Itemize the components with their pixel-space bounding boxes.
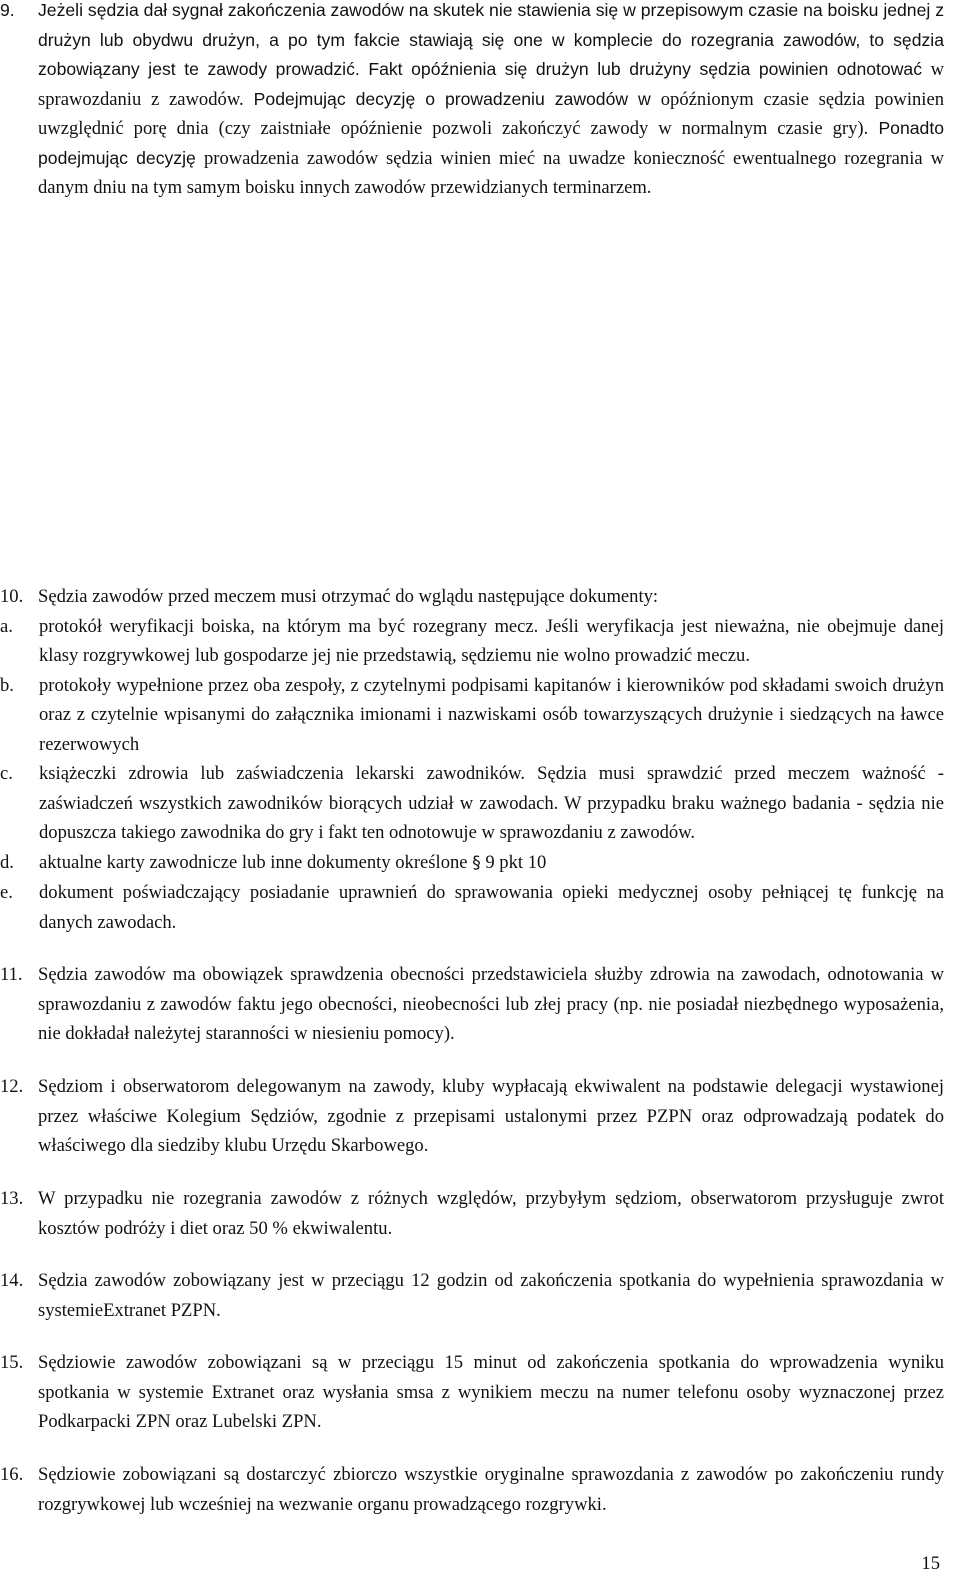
- paragraph-number: 11.: [0, 964, 23, 985]
- paragraph-number: 13.: [0, 1188, 24, 1209]
- subitem-text: dokument poświadczający posiadanie uprawnień do sprawowania opieki medycznej osoby pełniącej tę funkcję na danych zawodach.: [39, 882, 944, 933]
- paragraph-text: Sędzia zawodów ma obowiązek sprawdzenia obecności przedstawiciela służby zdrowia na zawodach, odnotowania w sprawozdaniu z zawodów faktu jego obecności, nieobecności lub złej pracy (np. nie posiadał niezbędnego wyposażenia, nie dokładał należytej staranności w niesieniu pomocy).: [38, 964, 944, 1044]
- paragraph-13: [0, 1184, 944, 1243]
- paragraph-number: 12.: [0, 1076, 24, 1097]
- paragraph-text: Sędziowie zawodów zobowiązani są w przeciągu 15 minut od zakończenia spotkania do wprowadzenia wyniku spotkania w systemie Extranet oraz wysłania smsa z wynikiem meczu na numer telefonu osoby wyznaczonej przez Podkarpacki ZPN oraz Lubelski ZPN.: [38, 1352, 944, 1432]
- subitem-d: [0, 848, 944, 879]
- text-segment: Ponadto podejmując decyzję: [38, 118, 944, 168]
- text-segment: Podejmując decyzję o prowadzeniu zawodów w: [243, 88, 661, 109]
- subitem-text: książeczki zdrowia lub zaświadczenia lekarski zawodników. Sędzia musi sprawdzić przed meczem ważność - zaświadczeń wszystkich zawodników biorących udział w zawodach. W przypadku braku ważnego badania - sędzia nie dopuszcza takiego zawodnika do gry i fakt ten odnotowuje w sprawozdaniu z zawodów.: [39, 763, 944, 843]
- paragraph-9: [0, 0, 944, 203]
- page-number: 15: [921, 1553, 940, 1574]
- subitem-c: [0, 759, 944, 848]
- subitem-text: protokoły wypełnione przez oba zespoły, z czytelnymi podpisami kapitanów i kierowników pod składami swoich drużyn oraz z czytelnie wpisanymi do załącznika imionami i nazwiskami osób towarzyszących drużynie i siedzących na ławce rezerwowych: [39, 674, 944, 755]
- section-mark: §: [472, 852, 481, 873]
- paragraph-lead: Sędzia zawodów przed meczem musi otrzymać do wglądu następujące dokumenty:: [38, 586, 659, 607]
- subitem-letter: a.: [0, 615, 13, 637]
- text-segment: prowadzenia zawodów sędzia winien mieć na uwadze konieczność ewentualnego rozegrania w danym dniu na tym samym boisku innych zawodów przewidzianych terminarzem.: [38, 147, 944, 198]
- subitem-text: protokół weryfikacji boiska, na którym ma być rozegrany mecz. Jeśli weryfikacja jest nieważna, nie obejmuje danej klasy rozgrywkowej lub gospodarze jej nie przedstawią, sędziemu nie wolno prowadzić meczu.: [39, 615, 944, 666]
- subitem-letter: e.: [0, 882, 13, 903]
- text-segment: Jeżeli sędzia dał sygnał zakończenia zawodów na skutek nie stawienia się w przepisowym czasie na boisku jednej z drużyn lub obydwu drużyn, a po tym fakcie stawiają się one w komplecie do rozegrania zawodów, to sędzia zobowiązany jest te zawody prowadzić. Fakt opóźnienia się drużyn lub drużyny sędzia powinien odnotować: [38, 0, 944, 79]
- text-segment: opóźnionym czasie sędzia powinien uwzględnić porę dnia (czy zaistniałe opóźnienie pozwoli zakończyć zawody w normalnym czasie gry).: [38, 88, 944, 139]
- subitem-letter: d.: [0, 851, 14, 873]
- subitem-text: [39, 848, 944, 879]
- subitem-b: [0, 671, 944, 760]
- paragraph-15: [0, 1348, 944, 1437]
- paragraph-number: 16.: [0, 1464, 24, 1485]
- paragraph-14: [0, 1266, 944, 1325]
- paragraph-text: [38, 0, 944, 203]
- paragraph-16: [0, 1460, 944, 1519]
- text-segment: aktualne karty zawodnicze lub inne dokumenty określone: [39, 851, 473, 873]
- subitem-a: [0, 612, 944, 671]
- text-segment: 9 pkt 10: [480, 851, 547, 873]
- paragraph-10: [0, 582, 944, 937]
- paragraph-text: Sędziowie zobowiązani są dostarczyć zbiorczo wszystkie oryginalne sprawozdania z zawodów po zakończeniu rundy rozgrywkowej lub wcześniej na wezwanie organu prowadzącego rozgrywki.: [38, 1464, 944, 1515]
- paragraph-number: 14.: [0, 1270, 24, 1291]
- paragraph-text: Sędzia zawodów zobowiązany jest w przeciągu 12 godzin od zakończenia spotkania do wypełnienia sprawozdania w systemieExtranet PZPN.: [38, 1270, 944, 1321]
- paragraph-text: W przypadku nie rozegrania zawodów z różnych względów, przybyłym sędziom, obserwatorom przysługuje zwrot kosztów podróży i diet oraz 50 % ekwiwalentu.: [38, 1188, 944, 1239]
- paragraph-11: [0, 960, 944, 1049]
- paragraph-number: 9.: [0, 0, 15, 20]
- subitem-e: [0, 878, 944, 937]
- paragraph-12: [0, 1072, 944, 1161]
- subitem-letter: c.: [0, 763, 13, 784]
- paragraph-number: 15.: [0, 1352, 24, 1373]
- paragraph-number: 10.: [0, 586, 24, 607]
- text-segment: w sprawozdaniu z zawodów.: [38, 59, 944, 110]
- subitem-letter: b.: [0, 674, 14, 696]
- paragraph-text: Sędziom i obserwatorom delegowanym na zawody, kluby wypłacają ekwiwalent na podstawie delegacji wystawionej przez właściwe Kolegium Sędziów, zgodnie z przepisami ustalonymi przez PZPN oraz odprowadzają podatek do właściwego dla siedziby klubu Urzędu Skarbowego.: [38, 1076, 944, 1156]
